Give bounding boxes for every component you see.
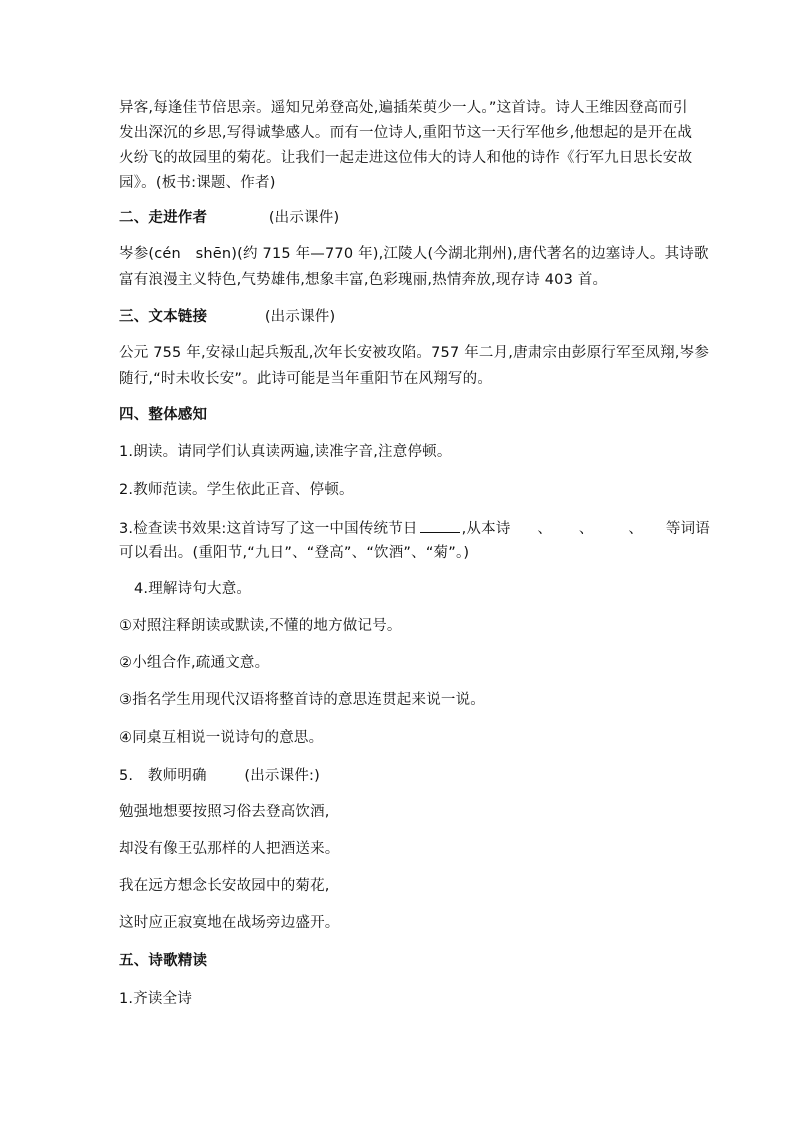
translation-line-3: 我在远方想念长安故园中的菊花,	[119, 878, 330, 894]
section-3-note: (出示课件)	[264, 309, 336, 325]
section-5-title: 五、诗歌精读	[119, 953, 208, 969]
sec4-item-3	[119, 518, 710, 539]
section-3-title: 三、文本链接	[119, 309, 208, 325]
sec4-sub-4: ④同桌互相说一说诗句的意思。	[119, 730, 324, 746]
sec4-item-2: 2.教师范读。学生依此正音、停顿。	[119, 482, 354, 498]
section-3-heading	[119, 307, 335, 327]
item5-note: (出示课件:)	[244, 768, 320, 784]
item3-sep-3: 、	[628, 521, 644, 537]
section-2-note: (出示课件)	[268, 210, 340, 226]
sec5-item-1: 1.齐读全诗	[119, 991, 193, 1007]
intro-line-2: 发出深沉的乡思,写得诚挚感人。而有一位诗人,重阳节这一天行军他乡,他想起的是开在战	[119, 125, 693, 141]
item3-sep-1: 、	[537, 521, 553, 537]
sec4-sub-3: ③指名学生用现代汉语将整首诗的意思连贯起来说一说。	[119, 692, 485, 708]
sec3-line-1: 公元 755 年,安禄山起兵叛乱,次年长安被攻陷。757 年二月,唐肃宗由彭原行军至凤翔,岑参	[119, 345, 710, 361]
sec4-item-1: 1.朗读。请同学们认真读两遍,读准字音,注意停顿。	[119, 444, 452, 460]
fill-blank	[420, 518, 460, 533]
translation-line-2: 却没有像王弘那样的人把酒送来。	[119, 841, 340, 857]
item3-text-a: 3.检查读书效果:这首诗写了这一中国传统节日	[119, 521, 418, 537]
translation-line-4: 这时应正寂寞地在战场旁边盛开。	[119, 915, 340, 931]
intro-line-4: 园》。(板书:课题、作者)	[119, 175, 276, 191]
sec4-item-3-cont: 可以看出。(重阳节,“九日”、“登高”、“饮酒”、“菊”。)	[119, 545, 470, 561]
translation-line-1: 勉强地想要按照习俗去登高饮酒,	[119, 804, 330, 820]
sec4-item-4: 4.理解诗句大意。	[134, 581, 252, 597]
sec4-sub-2: ②小组合作,疏通文意。	[119, 655, 270, 671]
section-2-title: 二、走进作者	[119, 210, 208, 226]
sec2-line-2: 富有浪漫主义特色,气势雄伟,想象丰富,色彩瑰丽,热情奔放,现存诗 403 首。	[119, 272, 608, 288]
intro-line-1: 异客,每逢佳节倍思亲。遥知兄弟登高处,遍插茱萸少一人。”这首诗。诗人王维因登高而引	[119, 100, 688, 116]
item3-text-f: 等词语	[665, 521, 711, 537]
item5-text: 5. 教师明确	[119, 768, 207, 784]
sec3-line-2: 随行,“时未收长安”。此诗可能是当年重阳节在风翔写的。	[119, 371, 493, 387]
item3-sep-2: 、	[578, 521, 594, 537]
section-4-title: 四、整体感知	[119, 407, 208, 423]
sec4-sub-1: ①对照注释朗读或默读,不懂的地方做记号。	[119, 618, 402, 634]
item3-text-b: ,从本诗	[461, 521, 511, 537]
sec2-line-1: 岑参(cén shēn)(约 715 年—770 年),江陵人(今湖北荆州),唐代著名的边塞诗人。其诗歌	[119, 246, 709, 262]
intro-line-3: 火纷飞的故园里的菊花。让我们一起走进这位伟大的诗人和他的诗作《行军九日思长安故	[119, 150, 693, 166]
section-2-heading	[119, 208, 339, 228]
sec4-item-5	[119, 766, 320, 786]
